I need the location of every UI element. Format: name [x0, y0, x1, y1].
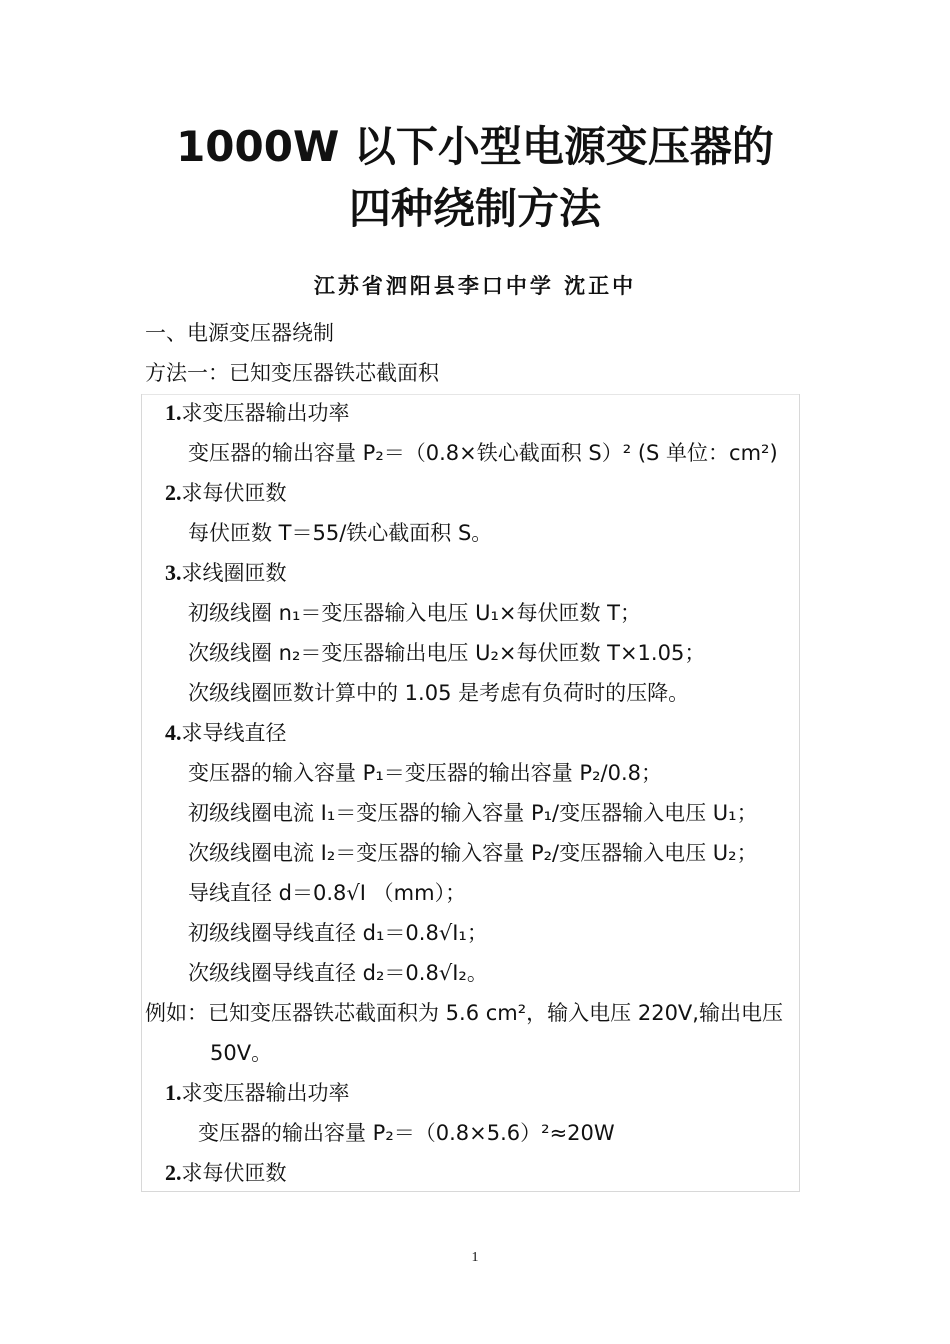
- step-4-secondary-wire-diameter: 次级线圈导线直径 d₂＝0.8√I₂。: [188, 961, 488, 985]
- step-3-number: 3.: [165, 560, 182, 585]
- step-1-formula: 变压器的输出容量 P₂＝（0.8×铁心截面积 S）² (S 单位：cm²): [188, 441, 778, 465]
- step-2-heading: [165, 478, 287, 508]
- step-3-heading: [165, 558, 287, 588]
- step-3-primary-turns: 初级线圈 n₁＝变压器输入电压 U₁×每伏匝数 T；: [188, 601, 641, 625]
- example-line-1: 例如：已知变压器铁芯截面积为 5.6 cm²，输入电压 220V,输出电压: [145, 1001, 783, 1025]
- step-4-primary-wire-diameter: 初级线圈导线直径 d₁＝0.8√I₁；: [188, 921, 488, 945]
- step-1-title: 求变压器输出功率: [181, 401, 350, 425]
- example-step-2-title: 求每伏匝数: [181, 1161, 287, 1185]
- step-3-note: 次级线圈匝数计算中的 1.05 是考虑有负荷时的压降。: [188, 681, 690, 705]
- document-title-line1: 1000W 以下小型电源变压器的: [176, 122, 774, 171]
- example-step-1-heading: [165, 1078, 350, 1108]
- example-step-2-number: 2.: [165, 1160, 182, 1185]
- step-2-number: 2.: [165, 480, 182, 505]
- content-box: [141, 394, 800, 1192]
- page-number: 1: [471, 1250, 479, 1265]
- step-1-heading: [165, 398, 350, 428]
- document-title-line2: 四种绕制方法: [348, 184, 601, 233]
- step-4-primary-current: 初级线圈电流 I₁＝变压器的输入容量 P₁/变压器输入电压 U₁；: [188, 801, 758, 825]
- step-4-number: 4.: [165, 720, 182, 745]
- example-step-2-heading: [165, 1158, 287, 1188]
- step-4-heading: [165, 718, 287, 748]
- example-step-1-title: 求变压器输出功率: [181, 1081, 350, 1105]
- step-2-title: 求每伏匝数: [181, 481, 287, 505]
- step-2-formula: 每伏匝数 T＝55/铁心截面积 S。: [188, 521, 493, 545]
- example-step-1-formula: 变压器的输出容量 P₂＝（0.8×5.6）²≈20W: [198, 1121, 615, 1145]
- example-line-2: 50V。: [210, 1041, 273, 1065]
- author-line: 江苏省泗阳县李口中学 沈正中: [313, 274, 637, 298]
- step-3-secondary-turns: 次级线圈 n₂＝变压器输出电压 U₂×每伏匝数 T×1.05；: [188, 641, 706, 665]
- step-1-number: 1.: [165, 400, 182, 425]
- step-4-wire-diameter: 导线直径 d＝0.8√I （mm）；: [188, 881, 467, 905]
- step-4-secondary-current: 次级线圈电流 I₂＝变压器的输入容量 P₂/变压器输入电压 U₂；: [188, 841, 758, 865]
- step-4-input-capacity: 变压器的输入容量 P₁＝变压器的输出容量 P₂/0.8；: [188, 761, 662, 785]
- example-step-1-number: 1.: [165, 1080, 182, 1105]
- step-4-title: 求导线直径: [181, 721, 287, 745]
- section-heading: 一、电源变压器绕制: [145, 321, 334, 345]
- method-heading: 方法一：已知变压器铁芯截面积: [145, 361, 439, 385]
- step-3-title: 求线圈匝数: [181, 561, 287, 585]
